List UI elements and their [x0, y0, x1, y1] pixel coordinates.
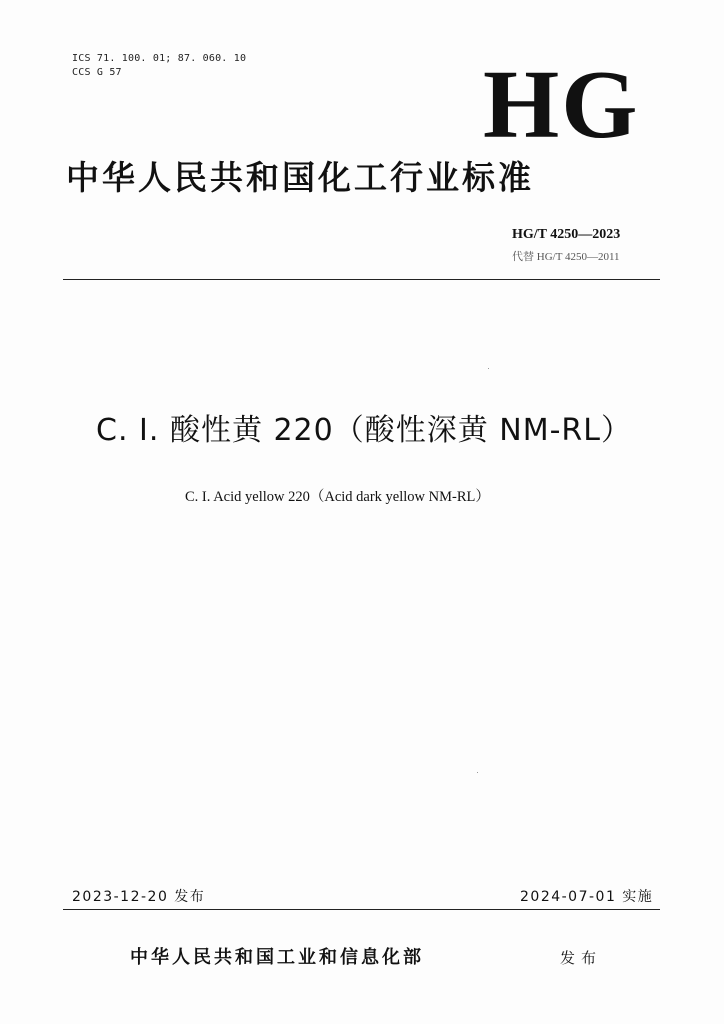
document-title-chinese: C. I. 酸性黄 220（酸性深黄 NM-RL） [96, 413, 632, 448]
standard-type-heading: 中华人民共和国化工行业标准 [66, 158, 534, 197]
scan-speck [488, 368, 489, 369]
header-divider [63, 279, 660, 280]
issue-label: 发布 [560, 949, 603, 967]
ccs-code: CCS G 57 [72, 67, 122, 78]
implementation-date: 2024-07-01 实施 [520, 889, 654, 905]
standard-number: HG/T 4250—2023 [512, 227, 621, 242]
document-title-english: C. I. Acid yellow 220（Acid dark yellow NM-RL） [185, 489, 490, 505]
issue-date: 2023-12-20 发布 [72, 889, 206, 905]
replaces-standard: 代替 HG/T 4250—2011 [512, 251, 620, 263]
issuing-authority: 中华人民共和国工业和信息化部 [130, 947, 424, 968]
scan-speck [477, 772, 478, 773]
ics-code: ICS 71. 100. 01; 87. 060. 10 [72, 53, 247, 64]
hg-logo: HG [483, 51, 640, 159]
footer-divider [63, 909, 660, 910]
